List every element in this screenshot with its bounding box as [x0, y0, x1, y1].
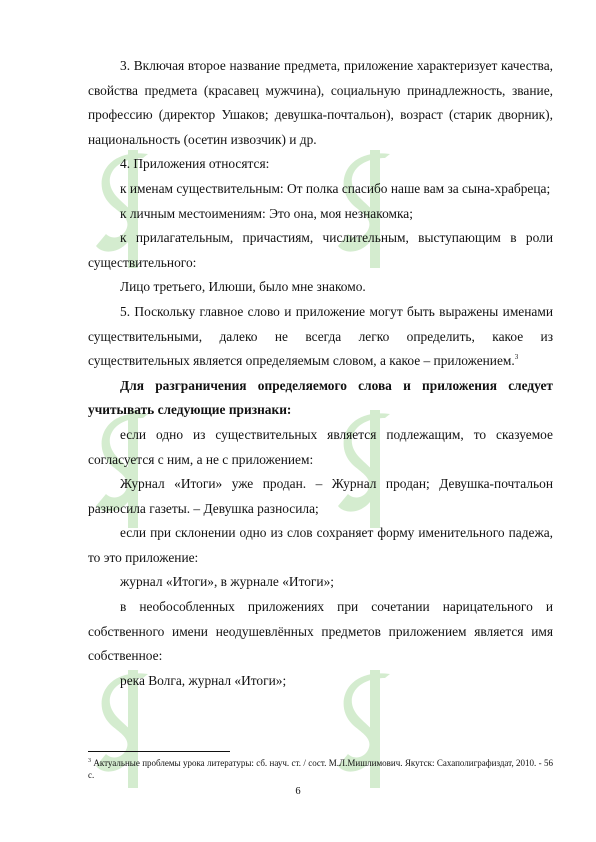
body-text	[88, 54, 553, 693]
paragraph-nouns: к именам существительным: От полка спасибо наше вам за сына-храбреца;	[120, 180, 551, 196]
paragraph-example-journal: Журнал «Итоги» уже продан. – Журнал продан; Девушка-почтальон разносила газеты. – Девушка разносила;	[88, 476, 553, 516]
paragraph-point-3: 3. Включая второе название предмета, приложение характеризует качества, свойства предмета (красавец мужчина), социальную принадлежность, звание, профессию (директор Ушаков; девушка-почтальон), возраст (старик дворник), национальность (осетин извозчик) и др.	[88, 58, 553, 147]
paragraph-example-ilyusha: Лицо третьего, Илюши, было мне знакомо.	[120, 279, 366, 295]
paragraph-criteria-heading: Для разграничения определяемого слова и приложения следует учитывать следующие признаки:	[88, 377, 553, 418]
paragraph-adjectives: к прилагательным, причастиям, числительным, выступающим в роли существительного:	[88, 230, 553, 270]
footnote-separator	[88, 751, 230, 752]
paragraph-point-4: 4. Приложения относятся:	[120, 156, 270, 172]
page-number: 6	[295, 786, 301, 797]
footnote	[88, 757, 553, 781]
footnote-text: Актуальные проблемы урока литературы: сб. науч. ст. / сост. М.Л.Мишлимович. Якутск: Сахаполиграфиздат, 2010. - 56 с.	[88, 758, 553, 780]
paragraph-point-5	[88, 300, 553, 374]
paragraph-point-5-text: 5. Поскольку главное слово и приложение могут быть выражены именами существительными, далеко не всегда легко определить, какое из существительных является определяемым словом, а какое – приложением.	[88, 303, 553, 369]
paragraph-example-itogi: журнал «Итоги», в журнале «Итоги»;	[120, 574, 335, 590]
paragraph-criterion-declension: если при склонении одно из слов сохраняет форму именительного падежа, то это приложение:	[88, 525, 553, 565]
paragraph-example-volga: река Волга, журнал «Итоги»;	[120, 672, 287, 688]
paragraph-criterion-proper-name: в необособленных приложениях при сочетании нарицательного и собственного имени неодушевлённых предметов приложением является имя собственное:	[88, 599, 553, 664]
footnote-marker: 3	[88, 758, 91, 764]
footnote-reference: 3	[514, 353, 519, 362]
paragraph-criterion-subject: если одно из существительных является подлежащим, то сказуемое согласуется с ним, а не с приложением:	[88, 426, 553, 467]
paragraph-pronouns: к личным местоимениям: Это она, моя незнакомка;	[120, 205, 413, 221]
